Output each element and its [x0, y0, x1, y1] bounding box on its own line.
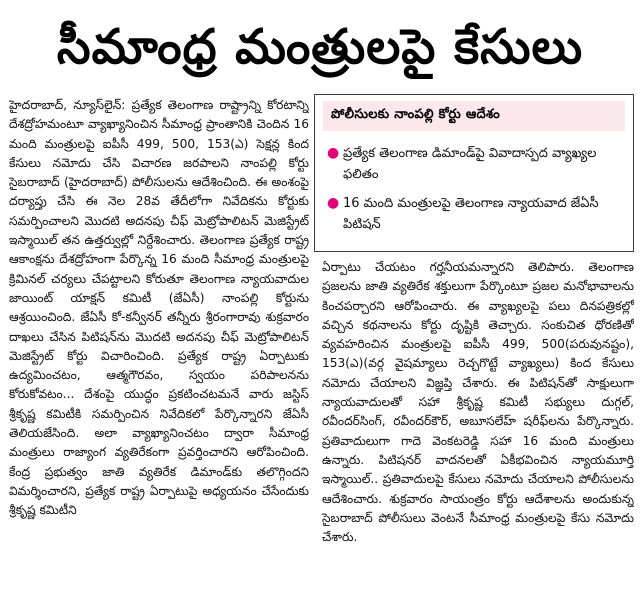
article-right-column [322, 258, 634, 592]
article-text-right: ఏర్పాటు చేయటం గర్హనీయమన్నారని తెలిపారు. తెలంగాణ ప్రజలను జాతి వ్యతిరేక శక్తులుగా పేర్కొంటూ ప్రజల మనోభావాలను కించపర్చారని ఆరోపించారు. ఈ వ్యాఖ్యలపై పలు దినపత్రికల్లో వచ్చిన కథనాలను కోర్టు దృష్టికి తెచ్చారు. సంకుచిత ధోరణితో వ్యవహరించిన మంత్రులపై ఐపీసీ 499, 500(పరువునష్టం), 153(ఎ)(వర్గ వైషమ్యాలు రెచ్చగొట్టే వ్యాఖ్యలు) కింద కేసులు నమోదు చేయాలని విజ్ఞప్తి చేశారు. ఈ పిటిషన్‌తో సాక్షులుగా న్యాయవాదులతో సహా శ్రీకృష్ణ కమిటీ సభ్యులు దుగ్గల్, రవీందర్‌సింగ్, రవీందర్‌కౌర్, అబూసలేహ్ షరీఫ్‌లను పేర్కొన్నారు. ప్రతివాదులుగా గాదె వెంకటరెడ్డి సహా 16 మంది మంత్రులు ఉన్నారు. పిటిషనర్ వాదనలతో ఏకీభవించిన న్యాయమూర్తి ఇస్మాయిల్.. ప్రతివాదులపై కేసులు నమోదు చేయాలని పోలీసులను ఆదేశించారు. శుక్రవారం సాయంత్రం కోర్టు ఆదేశాలను అందుకున్న సైబరాబాద్ పోలీసులు వెంటనే సీమాంధ్ర మంత్రులపై కేసు నమోదు చేశారు. [322, 260, 634, 545]
article-text-left: హైదరాబాద్, న్యూస్‌లైన్: ప్రత్యేక తెలంగాణ రాష్ట్రాన్ని కోరటాన్ని దేశద్రోహమంటూ వ్యాఖ్యానించిన సీమాంధ్ర ప్రాంతానికి చెందిన 16 మంది మంత్రులపై ఐపీసీ 499, 500, 153(ఎ) సెక్షన్ల కింద కేసులు నమోదు చేసి విచారణ జరపాలని నాంపల్లి కోర్టు సైబరాబాద్ (హైదరాబాద్) పోలీసులను ఆదేశించింది. ఈ అంశంపై దర్యాప్తు చేసి ఈ నెల 28వ తేదీలోగా నివేదికను కోర్టుకు సమర్పించాలని మొదటి అదనపు చీఫ్ మెట్రోపాలిటన్ మెజిస్ట్రేట్ ఇస్మాయిల్ తన ఉత్తర్వుల్లో నిర్దేశించారు. తెలంగాణ ప్రత్యేక రాష్ట్ర ఆకాంక్షను దేశద్రోహంగా పేర్కొన్న 16 మంది సీమాంధ్ర మంత్రులపై క్రిమినల్ చర్యలు చేపట్టాలని కోరుతూ తెలంగాణ న్యాయవాదుల జాయింట్ యాక్షన్ కమిటీ (జేఏసీ) నాంపల్లి కోర్టును ఆశ్రయించింది. జేఏసీ కో-కన్వీనర్ తన్నీరు శ్రీరంగారావు శుక్రవారం దాఖలు చేసిన పిటిషన్‌ను మొదటి అదనపు చీఫ్ మెట్రోపాలిటన్ మెజిస్ట్రేట్ కోర్టు విచారించింది. ప్రత్యేక రాష్ట్ర ఏర్పాటుకు ఉద్యమించటం, ఆత్మగౌరవం, స్వయం పరిపాలనను కోరుకోవటం... దేశంపై యుద్ధం ప్రకటించటమనే వారు జస్టిస్ శ్రీకృష్ణ కమిటీకి సమర్పించిన నివేదికలో పేర్కొన్నారని జేఏసీ తెలియజేసింది. అలా వ్యాఖ్యానించటం ద్వారా సీమాంధ్ర మంత్రులు రాజ్యాంగ వ్యతిరేకంగా ప్రవర్తించారని ఆరోపించింది. కేంద్ర ప్రభుత్వం జాతి వ్యతిరేక డిమాండ్‌కు తలొగ్గిందని విమర్శించారని, ప్రత్యేక రాష్ట్ర ఏర్పాటుపై అధ్యయనం చేసేందుకు శ్రీకృష్ణ కమిటీని [9, 98, 309, 518]
highlight-box-title: పోలీసులకు నాంపల్లి కోర్టు ఆదేశం [323, 101, 625, 131]
highlight-point [327, 143, 623, 185]
bullet-icon: ● [327, 145, 340, 161]
highlight-box [314, 94, 634, 252]
article-left-column [9, 96, 309, 592]
highlight-point [327, 193, 623, 235]
highlight-point-text: 16 మంది మంత్రులపై తెలంగాణ న్యాయవాద జేఏసీ పిటిషన్ [343, 196, 599, 232]
highlight-point-text: ప్రత్యేక తెలంగాణ డిమాండ్‌పై వివాదాస్పద వ్యాఖ్యల ఫలితం [343, 146, 597, 182]
highlight-points [315, 143, 633, 235]
headline: సీమాంధ్ర మంత్రులపై కేసులు [56, 19, 584, 75]
bullet-icon: ● [327, 195, 340, 211]
